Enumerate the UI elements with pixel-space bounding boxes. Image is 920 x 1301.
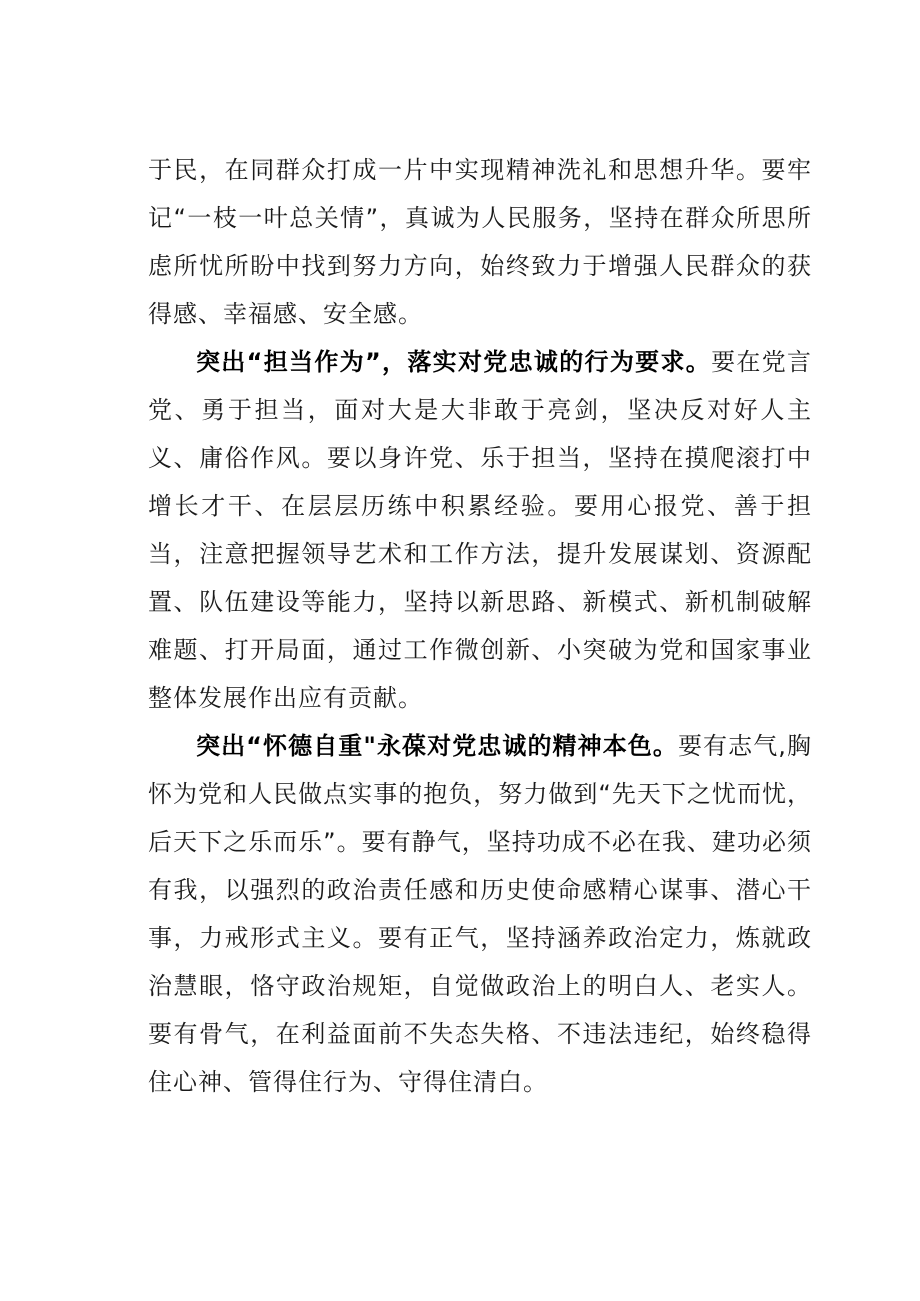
paragraph-3-heading: 突出“怀德自重"永葆对党忠诚的精神本色。 [196,732,678,760]
paragraph-1 [148,146,812,338]
paragraph-2-heading: 突出“担当作为”，落实对党忠诚的行为要求。 [196,348,712,376]
paragraph-2 [148,338,812,722]
document-body [148,146,812,1106]
paragraph-1-text: 于民，在同群众打成一片中实现精神洗礼和思想升华。要牢记“一枝一叶总关情”，真诚为人民服务，坚持在群众所思所虑所忧所盼中找到努力方向，始终致力于增强人民群众的获得感、幸福感、安全感。 [148,156,812,328]
paragraph-3-text: 要有志气,胸怀为党和人民做点实事的抱负，努力做到“先天下之忧而忧，后天下之乐而乐”。要有静气，坚持功成不必在我、建功必须有我，以强烈的政治责任感和历史使命感精心谋事、潜心干事，力戒形式主义。要有正气，坚持涵养政治定力，炼就政治慧眼，恪守政治规矩，自觉做政治上的明白人、老实人。要有骨气，在利益面前不失态失格、不违法违纪，始终稳得住心神、管得住行为、守得住清白。 [148,732,812,1096]
paragraph-3 [148,722,812,1106]
paragraph-2-text: 要在党言党、勇于担当，面对大是大非敢于亮剑，坚决反对好人主义、庸俗作风。要以身许党、乐于担当，坚持在摸爬滚打中增长才干、在层层历练中积累经验。要用心报党、善于担当，注意把握领导艺术和工作方法，提升发展谋划、资源配置、队伍建设等能力，坚持以新思路、新模式、新机制破解难题、打开局面，通过工作微创新、小突破为党和国家事业整体发展作出应有贡献。 [148,348,813,712]
